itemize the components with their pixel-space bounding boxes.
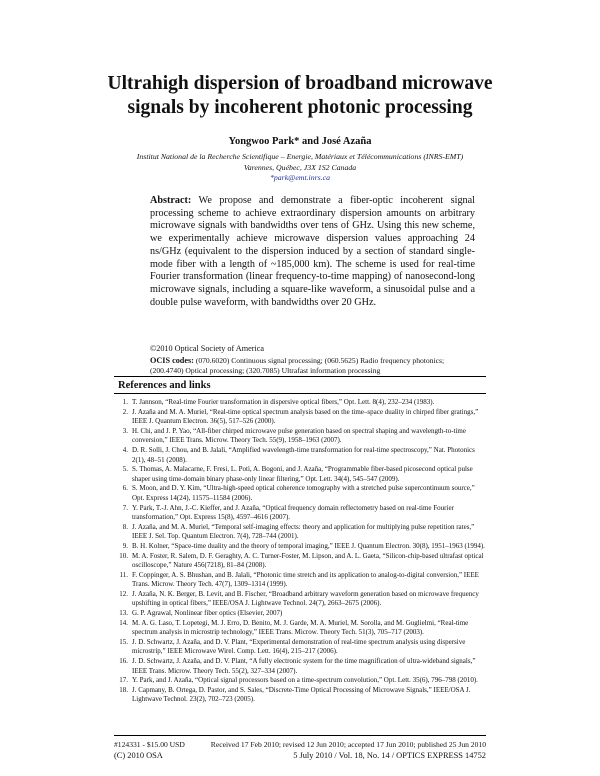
reference-number: 13.: [119, 609, 128, 618]
reference-text: J. Azaña, N. K. Berger, B. Levit, and B. Fischer, “Broadband arbitrary waveform generation based on microwave frequency upshifting in optical fibers,” IEEE/OSA J. Lightwave Technol. 24(7), 2663–2675 (2006).: [132, 589, 479, 608]
references-top-rule: [114, 376, 486, 377]
footer-history: Received 17 Feb 2010; revised 12 Jun 2010; accepted 17 Jun 2010; published 25 Jun 2010: [210, 740, 486, 749]
reference-number: 11.: [119, 570, 128, 579]
reference-text: G. P. Agrawal, Nonlinear fiber optics (Elsevier, 2007): [132, 609, 283, 618]
reference-text: S. Moon, and D. Y. Kim, “Ultra-high-speed optical coherence tomography with a stretched pulse supercontinuum source,” Opt. Express 14(24), 11575–11584 (2006).: [132, 484, 475, 502]
reference-number: 9.: [122, 541, 128, 550]
affiliation-line-2: Varennes, Québec, J3X 1S2 Canada: [243, 162, 357, 172]
reference-item: [114, 552, 486, 571]
reference-number: 15.: [119, 637, 128, 646]
reference-item: [114, 523, 486, 542]
reference-number: 16.: [119, 657, 128, 666]
ocis-label: OCIS codes:: [150, 356, 194, 365]
ocis-codes: [150, 356, 475, 376]
footer-rule: [114, 735, 486, 736]
reference-text: J. Capmany, B. Ortega, D. Pastor, and S. Sales, “Discrete-Time Optical Processing of Microwave Signals,” IEEE/OSA J. Lightwave Technol. 23(2), 702–723 (2005).: [132, 685, 471, 704]
reference-text: M. A. G. Laso, T. Lopetegi, M. J. Erro, D. Benito, M. J. Garde, M. A. Muriel, M. Sorolla, and M. Guglielmi, “Real-time spectrum analysis in microstrip technology,” IEEE Trans. Microw. Theory Tech. 51(3), 705–717 (2003).: [132, 618, 469, 637]
reference-text: H. Chi, and J. P. Yao, “All-fiber chirped microwave pulse generation based on spectral shaping and wavelength-to-time conversion,” IEEE Trans. Microw. Theory Tech. 55(9), 1958–1963 (2007).: [132, 426, 466, 445]
reference-number: 14.: [119, 618, 128, 627]
footer-citation: 5 July 2010 / Vol. 18, No. 14 / OPTICS EXPRESS 14752: [293, 751, 486, 760]
references-heading: References and links: [118, 380, 211, 391]
references-bottom-rule: [114, 393, 486, 394]
reference-number: 4.: [122, 445, 128, 454]
abstract-text: We propose and demonstrate a fiber-optic incoherent signal processing scheme to achieve extraordinary dispersion amounts on arbitrary microwave signals with bandwidths over tens of GHz. Using this new scheme, we experimentally achieve microwave dispersion values approaching 24 ns/GHz (equivalent to the dispersion induced by a section of standard single-mode fiber with a length of ~185,000 km). The scheme is used for real-time Fourier transformation (linear frequency-to-time mapping) of nanosecond-long microwave signals, including a square-like waveform, a sinusoidal pulse and a double pulse waveform, with bandwidths over 20 GHz.: [150, 195, 475, 308]
reference-text: J. Azaña and M. A. Muriel, “Real-time optical spectrum analysis based on the time–space duality in chirped fiber gratings,” IEEE J. Quantum Electron. 36(5), 517–526 (2000).: [132, 407, 479, 426]
paper-title: [60, 72, 540, 120]
reference-text: Y. Park, T.-J. Ahn, J.-C. Kieffer, and J. Azaña, “Optical frequency domain reflectometry based on real-time Fourier transformation,” Opt. Express 15(8), 4597–4616 (2007).: [132, 503, 454, 522]
reference-number: 10.: [119, 551, 128, 560]
reference-number: 1.: [122, 398, 128, 406]
reference-number: 5.: [122, 465, 128, 474]
footer-osa: (C) 2010 OSA: [114, 751, 163, 760]
reference-item: [114, 542, 486, 552]
footer-row-2: [114, 750, 486, 761]
affiliation-line-1: Institut National de la Recherche Scientifique – Energie, Matériaux et Télécommunications (INRS-EMT): [136, 152, 464, 161]
title-line-1: Ultrahigh dispersion of broadband microwave: [107, 73, 493, 94]
reference-number: 7.: [122, 503, 128, 512]
reference-item: [114, 657, 486, 676]
authors: Yongwoo Park* and José Azaña: [228, 136, 372, 147]
reference-text: J. Azaña, and M. A. Muriel, “Temporal self-imaging effects: theory and application for multiplying pulse repetition rates,” IEEE J. Sel. Top. Quantum Electron. 7(4), 728–744 (2001).: [132, 522, 475, 541]
reference-number: 8.: [122, 522, 128, 531]
title-line-2: signals by incoherent photonic processing: [127, 97, 473, 118]
abstract: [150, 195, 475, 309]
reference-item: [114, 619, 486, 638]
reference-item: [114, 504, 486, 523]
reference-text: J. D. Schwartz, J. Azaña, and D. V. Plant, “A fully electronic system for the time magnification of ultra-wideband signals,” IEEE Trans. Microw. Theory Tech. 55(2), 327–334 (2007).: [132, 657, 476, 675]
footer-row-1: [114, 739, 486, 750]
reference-number: 2.: [122, 407, 128, 416]
reference-text: T. Jannson, “Real-time Fourier transformation in dispersive optical fibers,” Opt. Lett. 8(4), 232–234 (1983).: [132, 398, 435, 406]
reference-item: [114, 676, 486, 686]
reference-text: F. Coppinger, A. S. Bhushan, and B. Jalali, “Photonic time stretch and its application to analog-to-digital conversion,” IEEE Trans. Microw. Theory Tech. 47(7), 1309–1314 (1999).: [132, 570, 479, 589]
reference-item: [114, 609, 486, 619]
reference-item: [114, 465, 486, 484]
reference-item: [114, 398, 486, 408]
reference-number: 12.: [119, 589, 128, 598]
reference-item: [114, 686, 486, 705]
reference-item: [114, 446, 486, 465]
reference-item: [114, 484, 486, 503]
page-footer: [114, 739, 486, 761]
reference-text: B. H. Kolner, “Space-time duality and the theory of temporal imaging,” IEEE J. Quantum Electron. 30(8), 1951–1963 (1994).: [132, 541, 485, 550]
abstract-label: Abstract:: [150, 195, 192, 206]
reference-item: [114, 590, 486, 609]
reference-item: [114, 571, 486, 590]
reference-text: M. A. Foster, R. Salem, D. F. Geraghty, A. C. Turner-Foster, M. Lipson, and A. L. Gaeta, “Silicon-chip-based ultrafast optical oscilloscope,” Nature 456(7218), 81–84 (2008).: [132, 551, 484, 570]
references-list: [114, 398, 486, 705]
reference-text: Y. Park, and J. Azaña, “Optical signal processors based on a time-spectrum convolution,” Opt. Lett. 35(6), 796–798 (2010).: [132, 676, 478, 685]
affiliation: [90, 152, 510, 184]
author-email-link[interactable]: *park@emt.inrs.ca: [269, 173, 330, 182]
reference-number: 18.: [119, 685, 128, 694]
copyright-notice: ©2010 Optical Society of America: [150, 344, 264, 353]
reference-item: [114, 638, 486, 657]
reference-item: [114, 408, 486, 427]
reference-number: 17.: [119, 676, 128, 685]
reference-number: 3.: [122, 426, 128, 435]
reference-text: D. R. Solli, J. Chou, and B. Jalali, “Amplified wavelength-time transformation for real-time spectroscopy,” Nat. Photonics 2(1), 48–51 (2008).: [132, 445, 475, 464]
reference-text: J. D. Schwartz, J. Azaña, and D. V. Plant, “Experimental demonstration of real-time spectrum analysis using dispersive microstrip,” IEEE Microwave Wirel. Comp. Lett. 16(4), 215–217 (2006).: [132, 637, 466, 656]
ocis-text: (070.6020) Continuous signal processing; (060.5625) Radio frequency photonics; (200.4740) Optical processing; (320.7085) Ultrafast information processing: [150, 356, 445, 376]
reference-item: [114, 427, 486, 446]
reference-text: S. Thomas, A. Malacarne, F. Fresi, L. Potì, A. Bogoni, and J. Azaña, “Programmable fiber-based picosecond optical pulse shaper using time-domain binary phase-only linear filtering,” Opt. Lett. 34(4), 545–547 (2009).: [132, 465, 473, 483]
footer-id-price: #124331 - $15.00 USD: [114, 740, 185, 749]
reference-number: 6.: [122, 484, 128, 493]
